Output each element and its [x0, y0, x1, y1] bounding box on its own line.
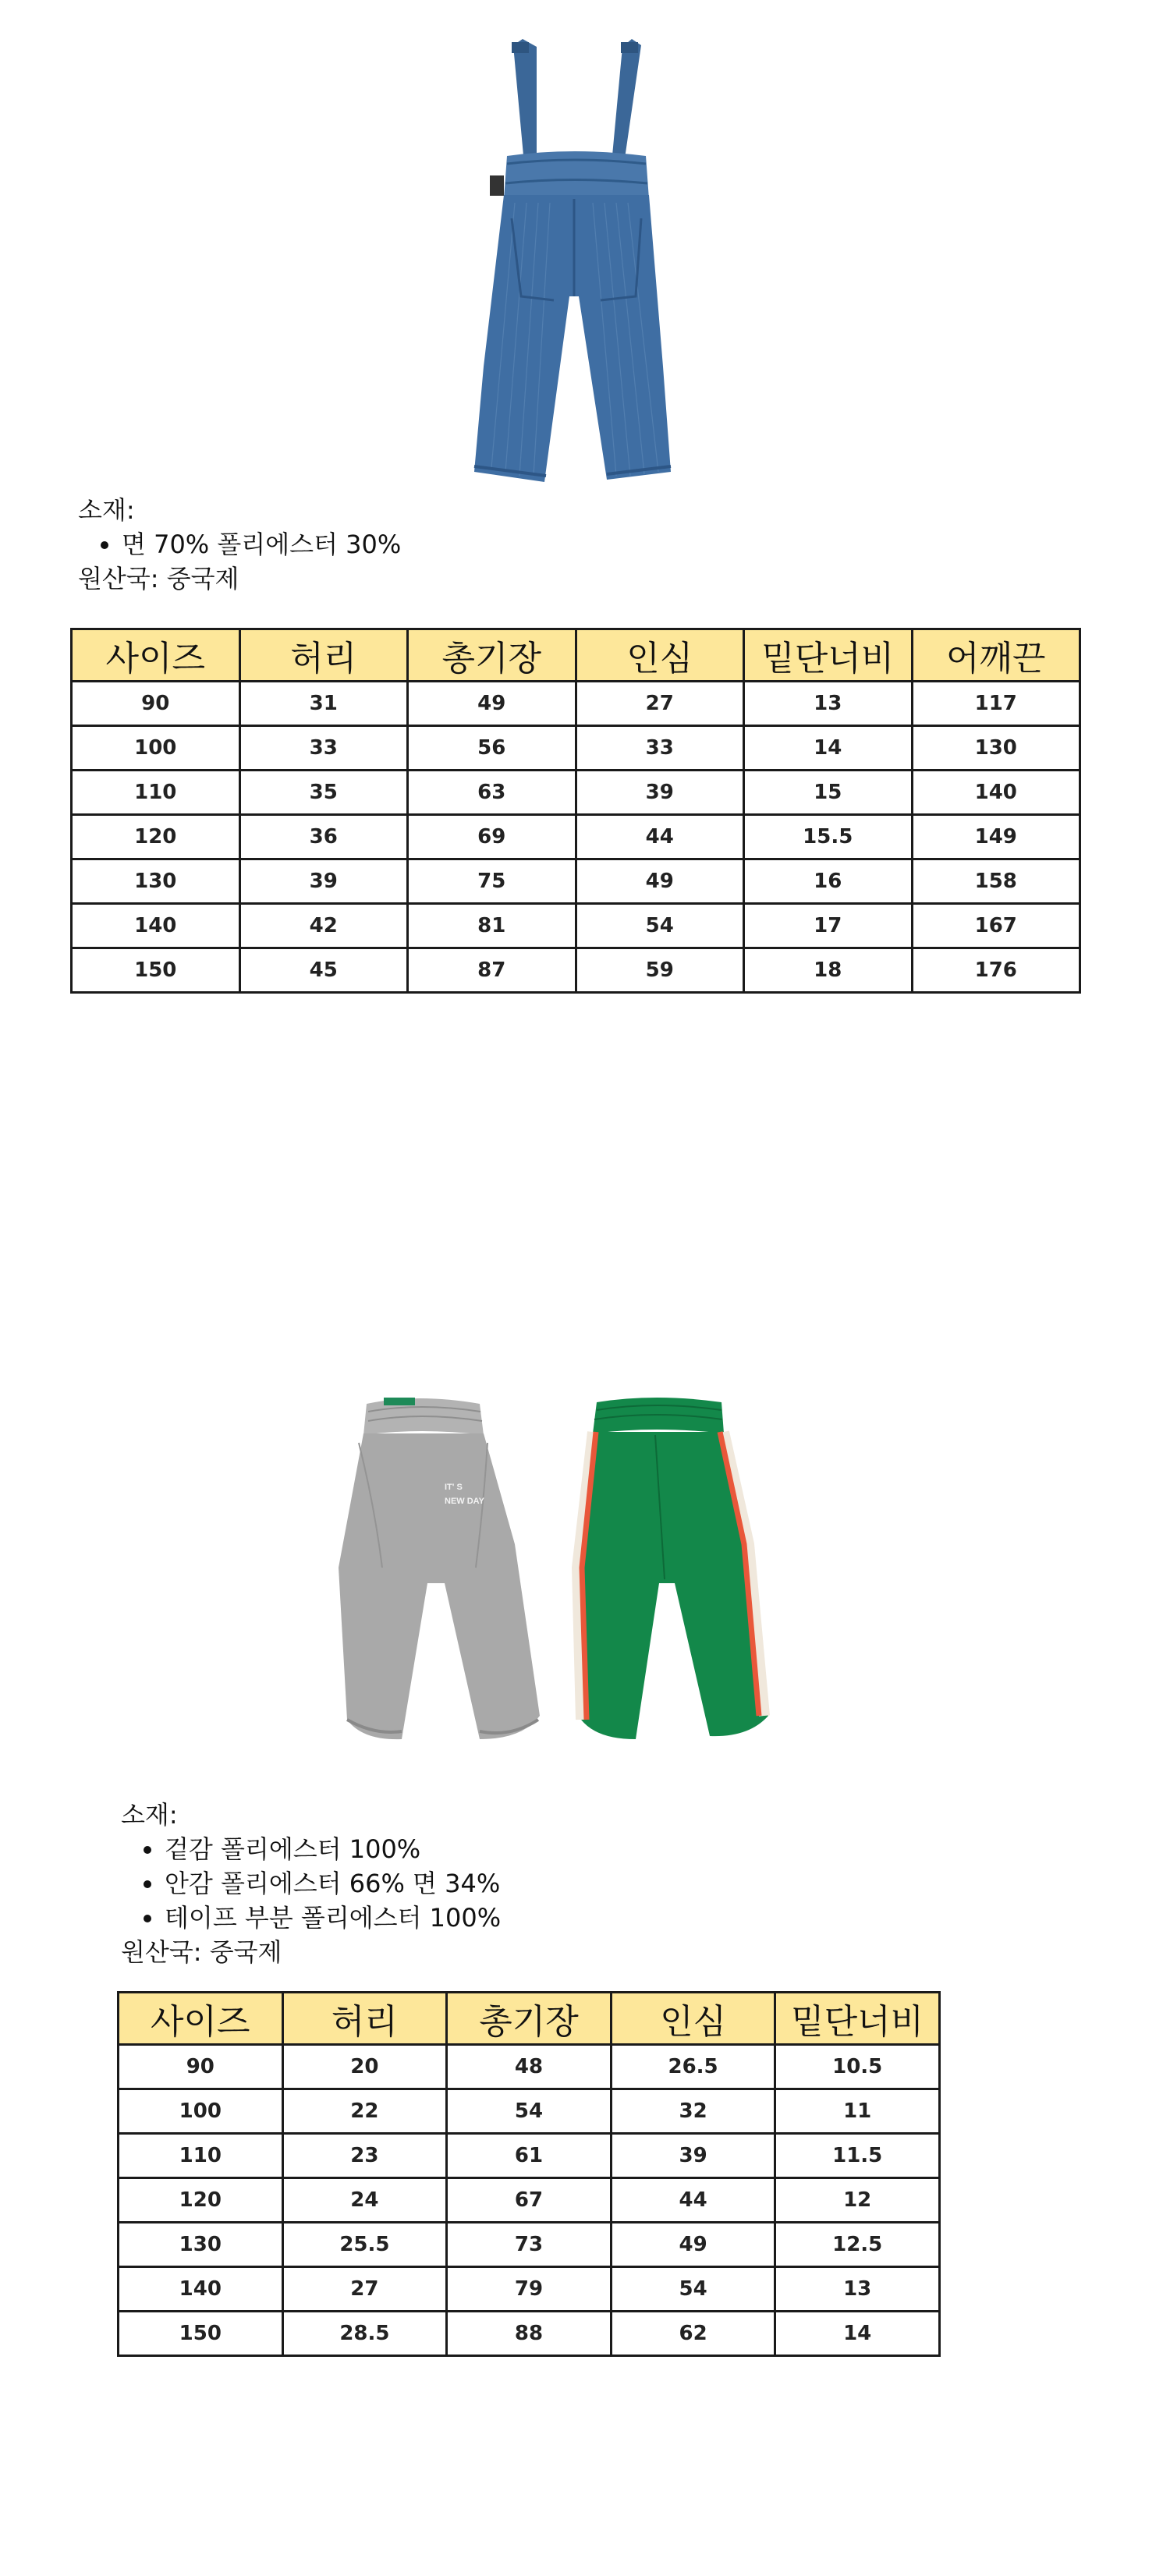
- table-cell: 63: [408, 771, 576, 815]
- table-cell: 28.5: [282, 2312, 447, 2356]
- table-row: [72, 948, 1080, 993]
- table-cell: 88: [447, 2312, 612, 2356]
- table-cell: 130: [119, 2223, 283, 2267]
- table-cell: 75: [408, 859, 576, 904]
- table-cell: 12: [775, 2178, 940, 2223]
- table-cell: 10.5: [775, 2045, 940, 2089]
- table-cell: 62: [611, 2312, 775, 2356]
- material-item: • 겉감 폴리에스터 100%: [165, 1832, 501, 1866]
- table-cell: 140: [119, 2267, 283, 2312]
- table-cell: 13: [775, 2267, 940, 2312]
- material-info: [78, 493, 401, 596]
- table-cell: 117: [912, 682, 1080, 726]
- table-cell: 39: [576, 771, 744, 815]
- jogger-pants-photo: [328, 1388, 811, 1763]
- table-cell: 90: [119, 2045, 283, 2089]
- table-cell: 26.5: [611, 2045, 775, 2089]
- table-cell: 100: [119, 2089, 283, 2134]
- column-header: 밑단너비: [744, 629, 913, 682]
- table-header-row: [72, 629, 1080, 682]
- table-cell: 13: [744, 682, 913, 726]
- table-row: [72, 859, 1080, 904]
- table-cell: 27: [282, 2267, 447, 2312]
- table-cell: 39: [239, 859, 408, 904]
- table-cell: 54: [447, 2089, 612, 2134]
- column-header: 총기장: [408, 629, 576, 682]
- table-cell: 49: [576, 859, 744, 904]
- table-cell: 17: [744, 904, 913, 948]
- table-cell: 14: [775, 2312, 940, 2356]
- table-cell: 31: [239, 682, 408, 726]
- table-row: [119, 2267, 940, 2312]
- table-cell: 79: [447, 2267, 612, 2312]
- table-header-row: [119, 1993, 940, 2045]
- table-cell: 18: [744, 948, 913, 993]
- table-row: [72, 771, 1080, 815]
- table-cell: 22: [282, 2089, 447, 2134]
- table-row: [72, 904, 1080, 948]
- table-cell: 158: [912, 859, 1080, 904]
- table-cell: 36: [239, 815, 408, 859]
- table-cell: 44: [576, 815, 744, 859]
- table-cell: 150: [72, 948, 240, 993]
- table-cell: 42: [239, 904, 408, 948]
- table-cell: 54: [576, 904, 744, 948]
- column-header: 인심: [611, 1993, 775, 2045]
- table-row: [119, 2089, 940, 2134]
- table-cell: 15: [744, 771, 913, 815]
- table-cell: 24: [282, 2178, 447, 2223]
- material-info: [121, 1798, 501, 1969]
- column-header: 허리: [282, 1993, 447, 2045]
- table-cell: 45: [239, 948, 408, 993]
- table-cell: 11.5: [775, 2134, 940, 2178]
- table-cell: 14: [744, 726, 913, 771]
- origin-text: 원산국: 중국제: [121, 1937, 282, 1967]
- table-cell: 32: [611, 2089, 775, 2134]
- table-cell: 25.5: [282, 2223, 447, 2267]
- material-list: [121, 1832, 501, 1935]
- table-cell: 11: [775, 2089, 940, 2134]
- print-line2: NEW DAY: [445, 1497, 484, 1506]
- table-cell: 27: [576, 682, 744, 726]
- size-table: [70, 628, 1081, 994]
- table-cell: 120: [72, 815, 240, 859]
- table-row: [119, 2178, 940, 2223]
- table-cell: 90: [72, 682, 240, 726]
- table-cell: 15.5: [744, 815, 913, 859]
- column-header: 허리: [239, 629, 408, 682]
- material-item: • 안감 폴리에스터 66% 면 34%: [165, 1866, 501, 1901]
- column-header: 인심: [576, 629, 744, 682]
- material-item: • 면 70% 폴리에스터 30%: [122, 527, 401, 562]
- table-cell: 130: [912, 726, 1080, 771]
- material-label: 소재:: [121, 1800, 178, 1830]
- table-cell: 56: [408, 726, 576, 771]
- print-line1: IT' S: [445, 1483, 463, 1492]
- table-cell: 81: [408, 904, 576, 948]
- column-header: 밑단너비: [775, 1993, 940, 2045]
- table-row: [72, 726, 1080, 771]
- table-cell: 67: [447, 2178, 612, 2223]
- column-header: 사이즈: [119, 1993, 283, 2045]
- table-cell: 49: [611, 2223, 775, 2267]
- column-header: 사이즈: [72, 629, 240, 682]
- table-cell: 110: [72, 771, 240, 815]
- table-cell: 39: [611, 2134, 775, 2178]
- table-cell: 176: [912, 948, 1080, 993]
- table-cell: 48: [447, 2045, 612, 2089]
- material-list: [78, 527, 401, 562]
- table-row: [119, 2134, 940, 2178]
- table-cell: 44: [611, 2178, 775, 2223]
- table-cell: 149: [912, 815, 1080, 859]
- table-row: [119, 2045, 940, 2089]
- table-row: [72, 815, 1080, 859]
- table-cell: 33: [239, 726, 408, 771]
- table-cell: 33: [576, 726, 744, 771]
- table-cell: 87: [408, 948, 576, 993]
- table-cell: 59: [576, 948, 744, 993]
- size-table: [117, 1991, 941, 2357]
- table-cell: 23: [282, 2134, 447, 2178]
- material-label: 소재:: [78, 495, 135, 525]
- table-row: [119, 2312, 940, 2356]
- table-cell: 49: [408, 682, 576, 726]
- table-cell: 140: [72, 904, 240, 948]
- table-cell: 12.5: [775, 2223, 940, 2267]
- table-cell: 120: [119, 2178, 283, 2223]
- table-cell: 167: [912, 904, 1080, 948]
- material-item: • 테이프 부분 폴리에스터 100%: [165, 1901, 501, 1935]
- column-header: 총기장: [447, 1993, 612, 2045]
- table-cell: 140: [912, 771, 1080, 815]
- table-cell: 69: [408, 815, 576, 859]
- table-cell: 16: [744, 859, 913, 904]
- table-cell: 20: [282, 2045, 447, 2089]
- grey-pants-icon: [339, 1398, 540, 1739]
- table-row: [72, 682, 1080, 726]
- table-cell: 61: [447, 2134, 612, 2178]
- table-cell: 100: [72, 726, 240, 771]
- table-cell: 110: [119, 2134, 283, 2178]
- table-cell: 150: [119, 2312, 283, 2356]
- table-cell: 130: [72, 859, 240, 904]
- table-cell: 73: [447, 2223, 612, 2267]
- table-row: [119, 2223, 940, 2267]
- table-cell: 35: [239, 771, 408, 815]
- origin-text: 원산국: 중국제: [78, 564, 239, 594]
- column-header: 어깨끈: [912, 629, 1080, 682]
- green-pants-icon: [577, 1398, 768, 1739]
- table-cell: 54: [611, 2267, 775, 2312]
- denim-overall-pants-photo: [437, 39, 702, 491]
